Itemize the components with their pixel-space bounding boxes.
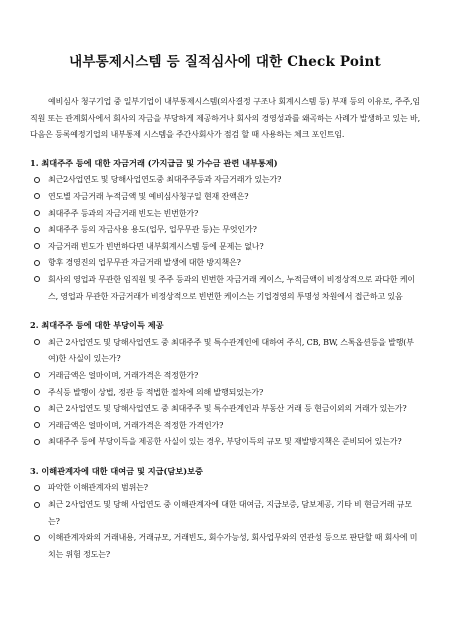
circle-bullet-icon xyxy=(34,372,40,378)
circle-bullet-icon xyxy=(34,177,40,183)
checklist-item: 주식등 발행이 상법, 정관 등 적법한 절차에 의해 발행되었는가? xyxy=(30,385,420,402)
checklist-item: 이해관계자와의 거래내용, 거래규모, 거래빈도, 회수가능성, 회사업무와의 연관성 등으로 판단할 때 회사에 미치는 위험 정도는? xyxy=(30,530,420,563)
checklist-item: 최근 2사업연도 및 당해사업연도 중 최대주주 및 특수관계인과 부동산 거래 등 현금이외의 거래가 있는가? xyxy=(30,401,420,418)
intro-paragraph: 예비심사 청구기업 중 일부기업이 내부통제시스템(의사결정 구조나 회계시스템 등) 부재 등의 이유로, 주주,임직원 또는 관계회사에서 회사의 자금을 부당하게 제공하거나 회사의 경영성과를 왜곡하는 사례가 발생하고 있는 바, 다음은 등록예정기업의 내부통제 시스템을 주간사회사가 점검 할 때 사용하는 체크 포인트임. xyxy=(30,97,420,140)
checklist-item: 최근 2사업연도 및 당해사업연도 중 최대주주 및 특수관계인에 대하여 주식, CB, BW, 스톡옵션등을 발행(부여)한 사실이 있는가? xyxy=(30,335,420,368)
checklist-item: 최근2사업연도 및 당해사업연도중 최대주주등과 자금거래가 있는가? xyxy=(30,172,420,189)
checklist-item: 파악한 이해관계자의 범위는? xyxy=(30,480,420,497)
circle-bullet-icon xyxy=(34,243,40,249)
section-title: 3. 이해관계자에 대한 대여금 및 지급(담보)보증 xyxy=(30,465,203,476)
checklist-item: 최대주주 등과의 자금거래 빈도는 빈번한가? xyxy=(30,206,420,223)
section-title: 2. 최대주주 등에 대한 부당이득 제공 xyxy=(30,320,164,331)
circle-bullet-icon xyxy=(34,227,40,233)
checklist-item: 최대주주 등에 부당이득을 제공한 사실이 있는 경우, 부당이득의 규모 및 재발방지책은 준비되어 있는가? xyxy=(30,434,420,451)
checklist-item: 거래금액은 얼마이며, 거래가격은 적정한가? xyxy=(30,368,420,385)
checklist-item: 거래금액은 얼마이며, 거래가격은 적정한 가격인가? xyxy=(30,418,420,435)
circle-bullet-icon xyxy=(34,422,40,428)
circle-bullet-icon xyxy=(34,485,40,491)
circle-bullet-icon xyxy=(34,260,40,266)
checklist-item: 향후 경영진의 업무무관 자금거래 발생에 대한 방지책은? xyxy=(30,255,420,272)
circle-bullet-icon xyxy=(34,535,40,541)
section-1 xyxy=(30,155,420,305)
section-2 xyxy=(30,317,420,451)
checklist-item: 최근 2사업연도 및 당해 사업연도 중 이해관계자에 대한 대여금, 지급보증, 담보제공, 기타 비 현금거래 규모는? xyxy=(30,497,420,530)
circle-bullet-icon xyxy=(34,210,40,216)
section-3 xyxy=(30,463,420,564)
checklist-item: 연도별 자금거래 누적금액 및 예비심사청구일 현재 잔액은? xyxy=(30,189,420,206)
circle-bullet-icon xyxy=(34,406,40,412)
checklist xyxy=(30,480,420,563)
circle-bullet-icon xyxy=(34,339,40,345)
checklist-item: 자금거래 빈도가 빈번하다면 내부회계시스템 등에 문제는 없나? xyxy=(30,239,420,256)
circle-bullet-icon xyxy=(34,439,40,445)
page-title: 내부통제시스템 등 질적심사에 대한 Check Point xyxy=(69,54,381,70)
circle-bullet-icon xyxy=(34,193,40,199)
circle-bullet-icon xyxy=(34,276,40,282)
checklist-item: 회사의 영업과 무관한 임직원 및 주주 등과의 빈번한 자금거래 케이스, 누적금액이 비정상적으로 과다한 케이스, 영업과 무관한 자금거래가 비정상적으로 빈번한 케이스는 기업경영의 투명성 차원에서 접근하고 있음 xyxy=(30,272,420,305)
checklist xyxy=(30,172,420,305)
section-title: 1. 최대주주 등에 대한 자금거래 (가지급금 및 가수금 관련 내부통제) xyxy=(30,157,278,168)
circle-bullet-icon xyxy=(34,502,40,508)
checklist-item: 최대주주 등의 자금사용 용도(업무, 업무무관 등)는 무엇인가? xyxy=(30,222,420,239)
checklist xyxy=(30,335,420,451)
circle-bullet-icon xyxy=(34,389,40,395)
